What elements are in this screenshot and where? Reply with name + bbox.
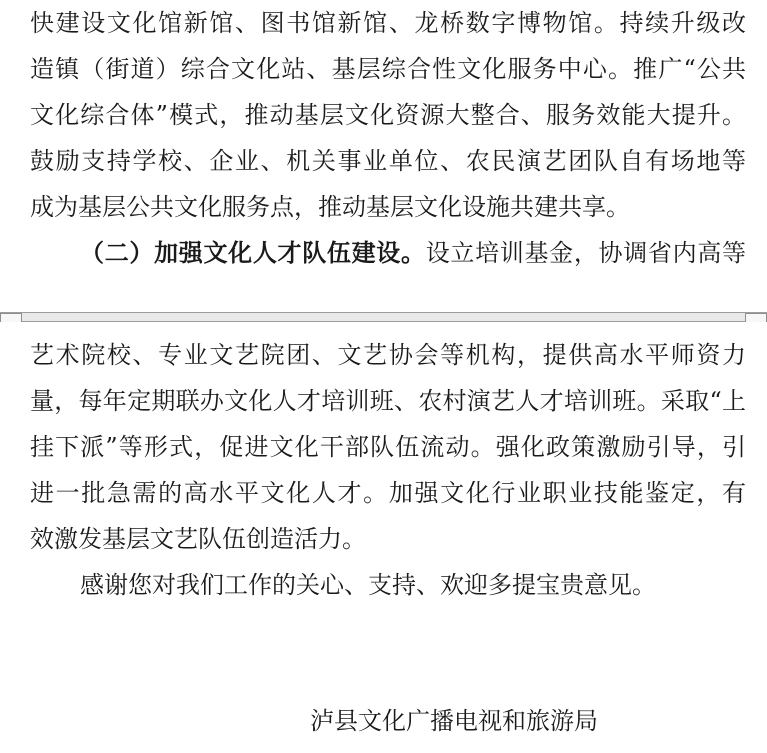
paragraph-line: 挂下派”等形式，促进文化干部队伍流动。强化政策激励引导，引 bbox=[30, 433, 746, 461]
paragraph-line: 成为基层公共文化服务点，推动基层文化设施共建共享。 bbox=[30, 193, 630, 221]
thanks-line: 感谢您对我们工作的关心、支持、欢迎多提宝贵意见。 bbox=[80, 571, 656, 599]
paragraph-line: 快建设文化馆新馆、图书馆新馆、龙桥数字博物馆。持续升级改 bbox=[30, 9, 746, 37]
paragraph-line: 量，每年定期联办文化人才培训班、农村演艺人才培训班。采取“上 bbox=[30, 387, 746, 415]
page-break bbox=[0, 312, 767, 322]
section-heading-tail: 设立培训基金，协调省内高等 bbox=[425, 239, 746, 267]
signature: 泸县文化广播电视和旅游局 bbox=[310, 707, 598, 735]
paragraph-line: 进一批急需的高水平文化人才。加强文化行业职业技能鉴定，有 bbox=[30, 479, 746, 507]
section-heading: （二）加强文化人才队伍建设。 bbox=[80, 238, 426, 267]
paragraph-line: 艺术院校、专业文艺院团、文艺协会等机构，提供高水平师资力 bbox=[30, 341, 746, 369]
paragraph-line: 文化综合体”模式，推动基层文化资源大整合、服务效能大提升。 bbox=[30, 101, 746, 129]
paragraph-line: 造镇（街道）综合文化站、基层综合性文化服务中心。推广“公共 bbox=[30, 55, 746, 83]
paragraph-line: 效激发基层文艺队伍创造活力。 bbox=[30, 525, 366, 553]
page-top bbox=[0, 0, 767, 312]
paragraph-line: 鼓励支持学校、企业、机关事业单位、农民演艺团队自有场地等 bbox=[30, 147, 746, 175]
page-bottom bbox=[0, 322, 767, 753]
section-heading-line bbox=[80, 230, 746, 276]
